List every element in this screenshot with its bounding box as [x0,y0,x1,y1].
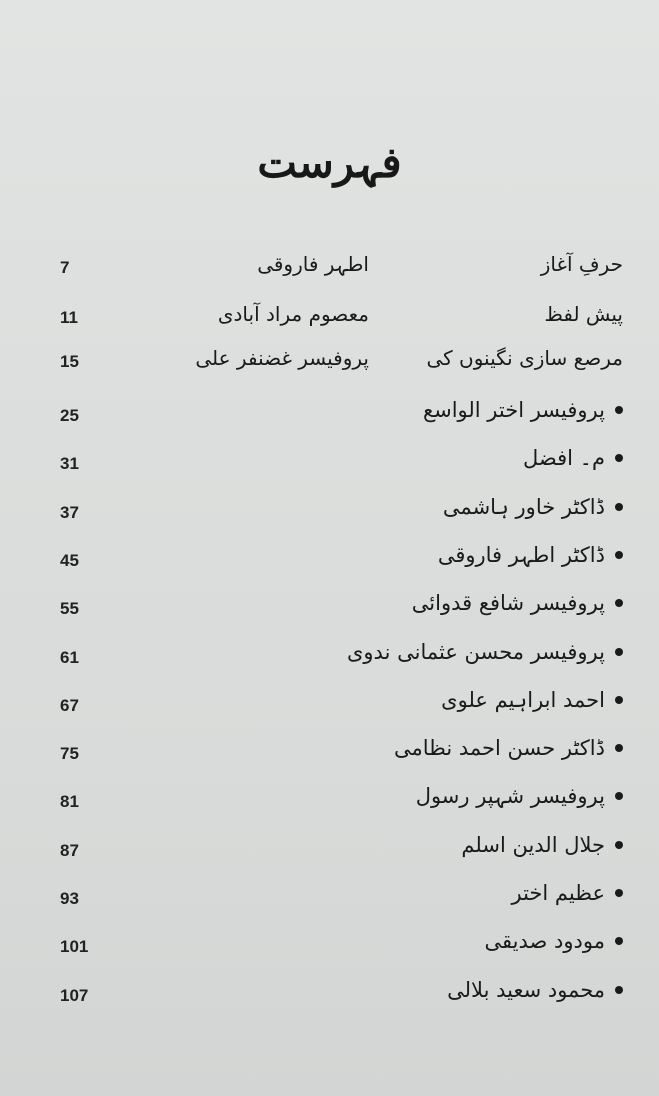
toc-sub-row [0,398,659,438]
entry-author: پروفیسر غضنفر علی [195,346,369,370]
page-number: 55 [60,599,79,618]
bullet-icon [615,841,623,849]
sub-entry [347,640,623,664]
sub-entry-name: پروفیسر اختر الواسع [422,398,605,422]
sub-entry-name: محمود سعید بلالی [447,978,605,1002]
sub-entry-name: پروفیسر محسن عثمانی ندوی [346,640,605,664]
page-number: 7 [60,258,70,277]
sub-entry-name: ڈاکٹر اطہر فاروقی [437,543,605,567]
page-number: 67 [60,696,79,715]
sub-entry [394,736,623,760]
sub-entry-name: ڈاکٹر خاور ہاشمی [442,495,605,519]
sub-entry-name: جلال الدین اسلم [461,833,605,857]
sub-entry-name: پروفیسر شافع قدوائی [411,591,605,615]
sub-entry [461,833,623,857]
page-number: 45 [60,551,79,570]
toc-sub-row [0,881,659,921]
bullet-icon [615,986,623,994]
sub-entry [523,446,623,470]
bullet-icon [615,503,623,511]
toc-main-row [0,250,659,290]
sub-entry-name: عظیم اختر [511,881,605,905]
entry-author: اطہر فاروقی [257,252,369,276]
toc-sub-row [0,495,659,535]
entry-title: مرصع سازی نگینوں کی [426,346,623,370]
bullet-icon [615,744,623,752]
bullet-icon [615,551,623,559]
bullet-icon [615,648,623,656]
sub-entry [441,688,623,712]
entry-title: پیش لفظ [544,302,623,326]
bullet-icon [615,889,623,897]
page-title: فہرست [257,138,402,187]
page-number: 61 [60,648,79,667]
page-number: 31 [60,454,79,473]
toc-main-row [0,344,659,384]
page-number: 37 [60,503,79,522]
entry-author: معصوم مراد آبادی [217,302,369,326]
toc-sub-row [0,543,659,583]
toc-sub-row [0,929,659,969]
sub-entry [443,495,623,519]
bullet-icon [615,792,623,800]
toc-sub-row [0,591,659,631]
toc-sub-row [0,446,659,486]
bullet-icon [615,696,623,704]
toc-sub-row [0,736,659,776]
page-number: 11 [60,308,78,327]
page-number: 107 [60,986,89,1005]
sub-entry-name: مودود صدیقی [484,929,605,953]
bullet-icon [615,599,623,607]
bullet-icon [615,937,623,945]
sub-entry [447,978,623,1002]
page-number: 93 [60,889,79,908]
page-number: 75 [60,744,79,763]
sub-entry-name: ڈاکٹر حسن احمد نظامی [393,736,605,760]
bullet-icon [615,454,623,462]
toc-sub-row [0,978,659,1018]
page-number: 25 [60,406,79,425]
toc-sub-row [0,640,659,680]
sub-entry-name: احمد ابراہیم علوی [441,688,605,712]
sub-entry [412,591,623,615]
page-number: 101 [60,937,89,956]
page-number: 81 [60,792,79,811]
sub-entry [416,784,623,808]
bullet-icon [615,406,623,414]
sub-entry [512,881,624,905]
page-number: 87 [60,841,79,860]
page-number: 15 [60,352,79,371]
sub-entry [438,543,623,567]
toc-sub-row [0,833,659,873]
entry-title: حرفِ آغاز [540,252,623,276]
toc-main-row [0,300,659,340]
sub-entry [423,398,623,422]
toc-sub-row [0,784,659,824]
sub-entry [485,929,623,953]
sub-entry-name: پروفیسر شہپر رسول [415,784,605,808]
sub-entry-name: م۔ افضل [523,446,605,470]
toc-sub-row [0,688,659,728]
